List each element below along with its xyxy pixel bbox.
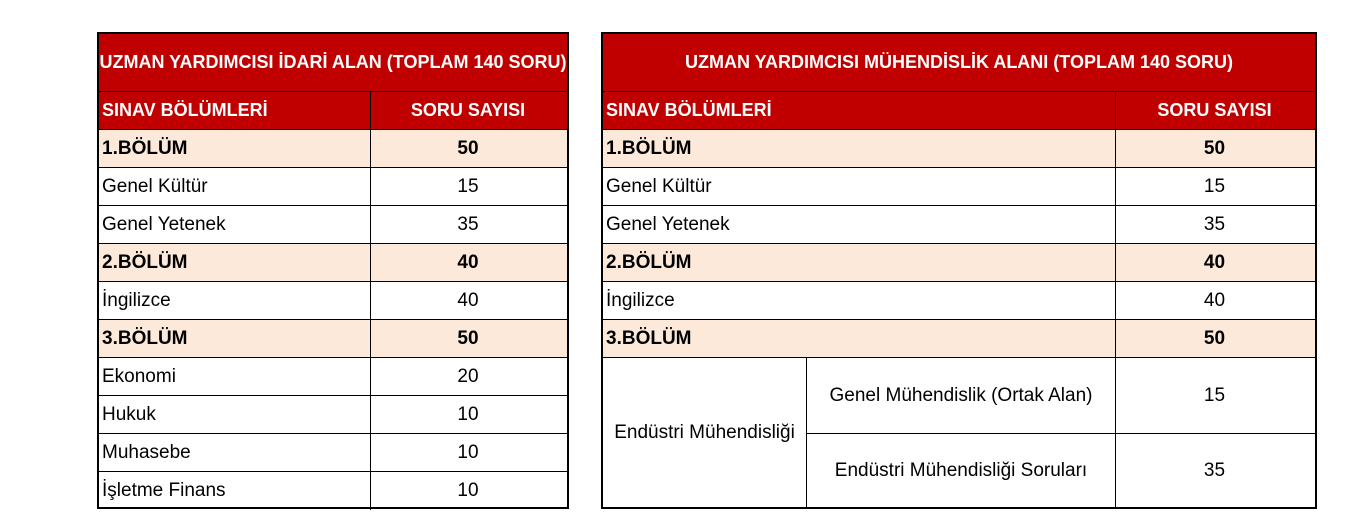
table-row — [99, 320, 567, 358]
row-label: 1.BÖLÜM — [603, 130, 1116, 167]
row-label: 2.BÖLÜM — [603, 244, 1116, 281]
table-row — [99, 130, 567, 168]
table-row — [99, 206, 567, 244]
row-value: 15 — [1203, 175, 1226, 197]
row-label: 3.BÖLÜM — [603, 320, 1116, 357]
row-value: 40 — [1203, 251, 1226, 273]
header-sinav-bolumleri: SINAV BÖLÜMLERİ — [603, 92, 1116, 129]
row-label: Genel Yetenek — [603, 206, 1116, 243]
genel-muhendislik-value: 15 — [1203, 384, 1226, 406]
endustri-sorulari-value: 35 — [1203, 459, 1226, 481]
idari-alan-table — [97, 32, 569, 509]
table-row — [603, 282, 1315, 320]
table-row — [603, 130, 1315, 168]
row-label: Muhasebe — [99, 434, 371, 471]
row-label: Genel Kültür — [603, 168, 1116, 205]
row-value: 20 — [457, 365, 479, 387]
table-row — [603, 244, 1315, 282]
row-label: Genel Yetenek — [99, 206, 371, 243]
muhendislik-header-row — [603, 92, 1315, 130]
table-row — [99, 472, 567, 510]
row-value: 35 — [1203, 213, 1226, 235]
row-label: Genel Kültür — [99, 168, 371, 205]
row-label: İngilizce — [99, 282, 371, 319]
row-value: 50 — [457, 327, 479, 349]
row-value: 10 — [457, 441, 479, 463]
row-label: 3.BÖLÜM — [99, 320, 371, 357]
row-label: İşletme Finans — [99, 472, 371, 510]
idari-alan-title: UZMAN YARDIMCISI İDARİ ALAN (TOPLAM 140 SORU) — [99, 34, 567, 92]
row-label: Ekonomi — [99, 358, 371, 395]
row-label: 1.BÖLÜM — [99, 130, 371, 167]
row-value: 10 — [457, 480, 479, 501]
row-label: 2.BÖLÜM — [99, 244, 371, 281]
row-value: 35 — [457, 213, 479, 235]
endustri-sorulari-label: Endüstri Mühendisliği Soruları — [807, 434, 1116, 507]
table-row — [603, 168, 1315, 206]
muhendislik-alani-table — [601, 32, 1317, 509]
header-soru-sayisi: SORU SAYISI — [410, 100, 526, 120]
header-soru-sayisi: SORU SAYISI — [1157, 100, 1272, 120]
idari-header-row — [99, 92, 567, 130]
table-row — [603, 206, 1315, 244]
row-value: 40 — [457, 251, 479, 273]
row-value: 15 — [457, 175, 479, 197]
table-row — [603, 320, 1315, 358]
row-label: Hukuk — [99, 396, 371, 433]
endustri-muhendisligi-label: Endüstri Mühendisliği — [603, 358, 807, 507]
row-value: 50 — [1203, 327, 1226, 349]
row-label: İngilizce — [603, 282, 1116, 319]
table-row — [99, 396, 567, 434]
table-row — [99, 244, 567, 282]
row-value: 50 — [457, 137, 479, 159]
table-row — [99, 434, 567, 472]
row-value: 40 — [457, 289, 479, 311]
muhendislik-alani-title: UZMAN YARDIMCISI MÜHENDİSLİK ALANI (TOPLAM 140 SORU) — [603, 34, 1315, 92]
header-sinav-bolumleri: SINAV BÖLÜMLERİ — [99, 92, 371, 129]
table-row — [99, 358, 567, 396]
row-value: 10 — [457, 403, 479, 425]
row-value: 40 — [1203, 289, 1226, 311]
endustri-muhendisligi-block — [603, 358, 1315, 507]
genel-muhendislik-label: Genel Mühendislik (Ortak Alan) — [807, 358, 1116, 433]
table-row — [99, 282, 567, 320]
table-row — [99, 168, 567, 206]
row-value: 50 — [1203, 137, 1226, 159]
